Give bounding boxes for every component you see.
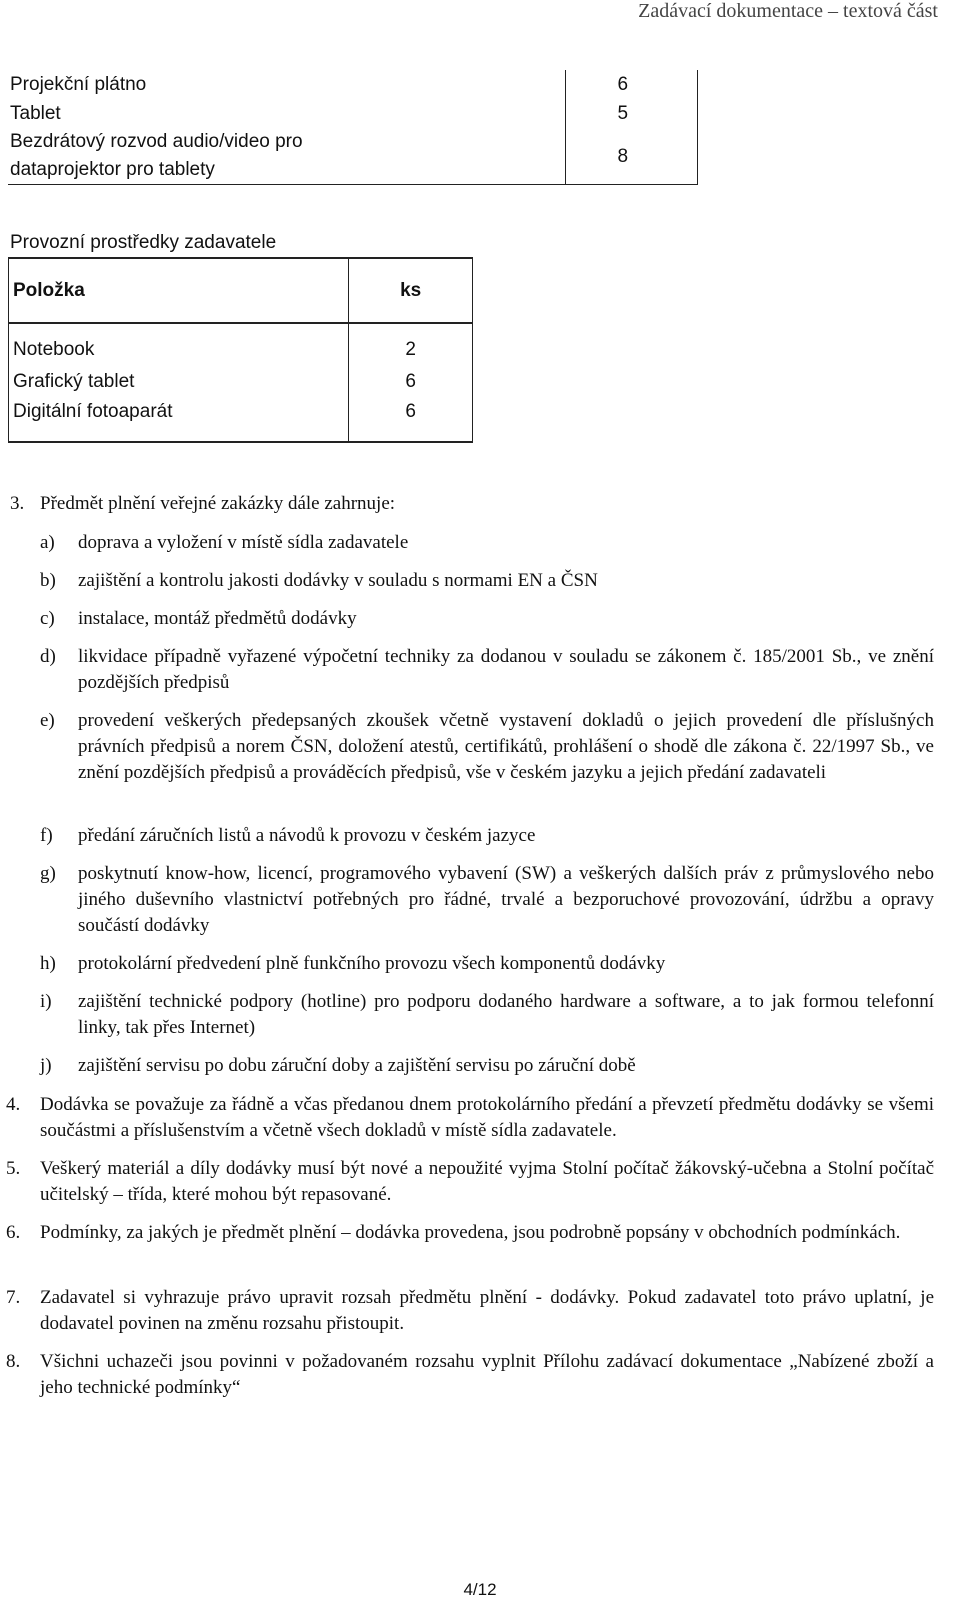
operating-resources-table — [8, 257, 473, 443]
document-header: Zadávací dokumentace – textová část — [638, 0, 938, 22]
table-header-row — [9, 258, 473, 323]
column-header-item: Položka — [9, 258, 349, 323]
list-letter: b) — [40, 570, 56, 591]
list-item: provedení veškerých předepsaných zkoušek včetně vystavení dokladů o jejich provedení dle příslušných právních předpisů a norem ČSN, doložení atestů, certifikátů, prohlášení o shodě dle zákona č. 22/1997 Sb., ve znění pozdějších předpisů a prováděcích předpisů, vše v českém jazyku a jejich předání zadavateli — [78, 710, 934, 783]
item-name: Digitální fotoaparát — [9, 398, 349, 442]
table-row — [9, 323, 473, 366]
item-quantity: 6 — [565, 70, 697, 99]
point-text: Podmínky, za jakých je předmět plnění – dodávka provedena, jsou podrobně popsány v obchodních podmínkách. — [40, 1222, 901, 1243]
point-number: 6. — [6, 1222, 21, 1243]
point-text: Zadavatel si vyhrazuje právo upravit rozsah předmětu plnění - dodávky. Pokud zadavatel toto právo uplatní, je dodavatel povinen na změnu rozsahu přistoupit. — [40, 1287, 934, 1334]
point-text: Veškerý materiál a díly dodávky musí být nové a nepoužité vyjma Stolní počítač žákovský-učebna a Stolní počítač učitelský – třída, které mohou být repasované. — [40, 1158, 934, 1205]
item-name: Bezdrátový rozvod audio/video pro dataprojektor pro tablety — [8, 128, 565, 185]
list-letter: f) — [40, 825, 53, 846]
list-item: zajištění a kontrolu jakosti dodávky v souladu s normami EN a ČSN — [78, 570, 598, 591]
list-letter: h) — [40, 953, 56, 974]
list-item: protokolární předvedení plně funkčního provozu všech komponentů dodávky — [78, 953, 666, 974]
item-name: Projekční plátno — [8, 70, 565, 99]
table-row — [9, 398, 473, 442]
page-number: 4/12 — [463, 1580, 497, 1599]
point-number: 4. — [6, 1094, 21, 1115]
column-header-qty: ks — [349, 258, 473, 323]
equipment-table — [8, 70, 698, 185]
list-item: zajištění technické podpory (hotline) pro podporu dodaného hardware a software, a to jak formou telefonní linky, tak přes Internet) — [78, 991, 934, 1038]
section-intro: Předmět plnění veřejné zakázky dále zahrnuje: — [40, 493, 396, 514]
table-row — [8, 70, 698, 99]
point-number: 5. — [6, 1158, 21, 1179]
list-letter: d) — [40, 646, 56, 667]
list-item: zajištění servisu po dobu záruční doby a zajištění servisu po záruční době — [78, 1055, 636, 1076]
item-quantity: 8 — [565, 128, 697, 185]
point-number: 7. — [6, 1287, 21, 1308]
table-row — [8, 128, 698, 185]
table-row — [8, 99, 698, 128]
table-caption: Provozní prostředky zadavatele — [10, 232, 277, 253]
list-letter: i) — [40, 991, 52, 1012]
point-text: Všichni uchazeči jsou povinni v požadovaném rozsahu vyplnit Přílohu zadávací dokumentace „Nabízené zboží a jeho technické podmínky“ — [40, 1351, 934, 1398]
table-row — [9, 366, 473, 398]
list-item: poskytnutí know-how, licencí, programového vybavení (SW) a veškerých dalších práv z průmyslového nebo jiného duševního vlastnictví potřebných pro řádné, trvalé a bezporuchové provozování, údržbu a opravy součástí dodávky — [78, 863, 934, 936]
point-text: Dodávka se považuje za řádně a včas předanou dnem protokolárního předání a převzetí předmětu dodávky se všemi součástmi a příslušenstvím a včetně všech dokladů v místě sídla zadavatele. — [40, 1094, 934, 1141]
item-quantity: 2 — [349, 323, 473, 366]
item-quantity: 6 — [349, 398, 473, 442]
list-letter: g) — [40, 863, 56, 884]
section-number: 3. — [10, 493, 25, 514]
list-item: instalace, montáž předmětů dodávky — [78, 608, 357, 629]
item-name: Grafický tablet — [9, 366, 349, 398]
list-letter: a) — [40, 532, 55, 553]
item-quantity: 6 — [349, 366, 473, 398]
item-name: Notebook — [9, 323, 349, 366]
list-item: předání záručních listů a návodů k provozu v českém jazyce — [78, 825, 536, 846]
item-quantity: 5 — [565, 99, 697, 128]
list-letter: e) — [40, 710, 55, 731]
point-number: 8. — [6, 1351, 21, 1372]
list-item: likvidace případně vyřazené výpočetní techniky za dodanou v souladu se zákonem č. 185/2001 Sb., ve znění pozdějších předpisů — [78, 646, 934, 693]
item-name: Tablet — [8, 99, 565, 128]
list-item: doprava a vyložení v místě sídla zadavatele — [78, 532, 409, 553]
list-letter: c) — [40, 608, 55, 629]
list-letter: j) — [40, 1055, 52, 1076]
